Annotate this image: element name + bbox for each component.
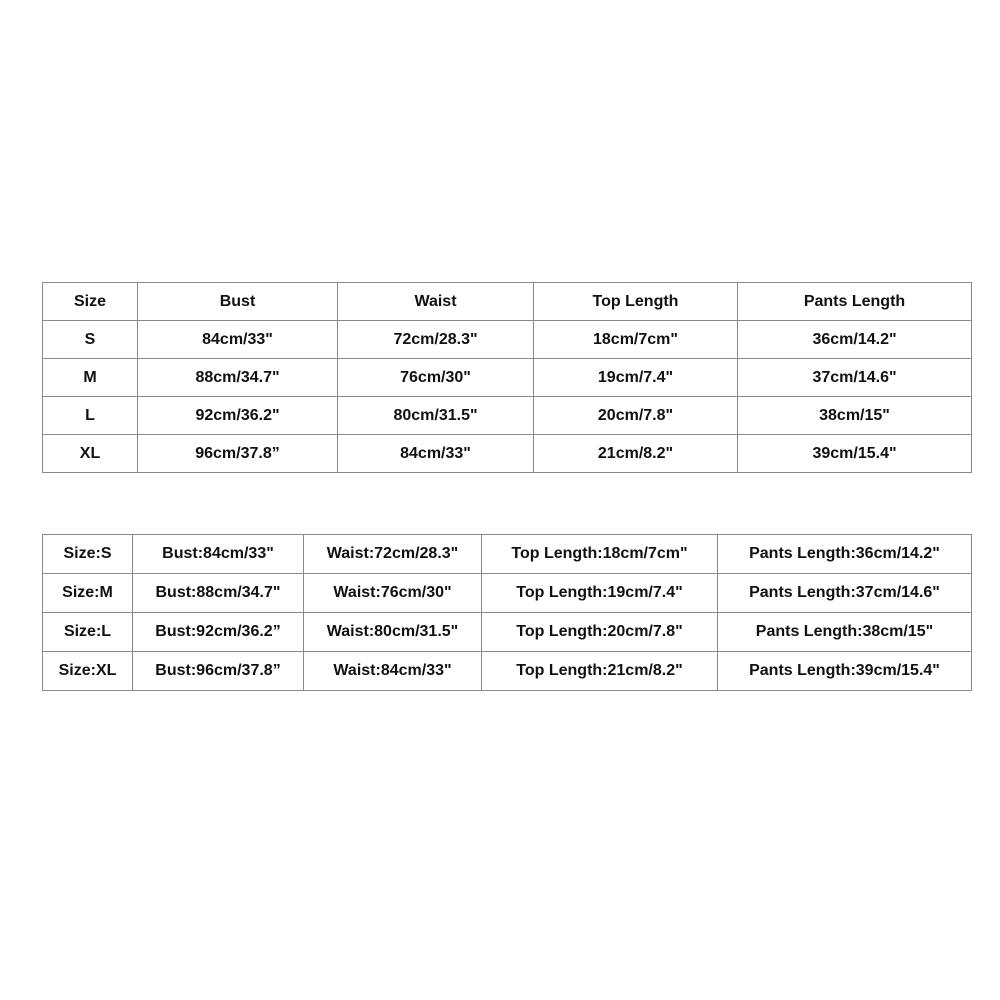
table-cell: Bust:92cm/36.2” xyxy=(133,613,304,652)
header-pants-length: Pants Length xyxy=(738,283,972,321)
table-cell: Pants Length:38cm/15" xyxy=(718,613,972,652)
table-cell: Top Length:19cm/7.4" xyxy=(482,574,718,613)
table-cell: 18cm/7cm" xyxy=(534,321,738,359)
table-row xyxy=(43,535,972,574)
table-cell: L xyxy=(43,397,138,435)
table-cell: XL xyxy=(43,435,138,473)
table-cell: Size:XL xyxy=(43,652,133,691)
header-size: Size xyxy=(43,283,138,321)
table-cell: Bust:88cm/34.7" xyxy=(133,574,304,613)
table-row xyxy=(43,359,972,397)
header-bust: Bust xyxy=(138,283,338,321)
table-cell: Pants Length:39cm/15.4" xyxy=(718,652,972,691)
table-cell: S xyxy=(43,321,138,359)
table-cell: 38cm/15" xyxy=(738,397,972,435)
table-cell: Top Length:18cm/7cm" xyxy=(482,535,718,574)
table-cell: Top Length:21cm/8.2" xyxy=(482,652,718,691)
table-header-row xyxy=(43,283,972,321)
table-cell: 84cm/33" xyxy=(338,435,534,473)
table-cell: Top Length:20cm/7.8" xyxy=(482,613,718,652)
table-cell: 36cm/14.2" xyxy=(738,321,972,359)
table-cell: Pants Length:36cm/14.2" xyxy=(718,535,972,574)
table-cell: Waist:72cm/28.3" xyxy=(304,535,482,574)
header-top-length: Top Length xyxy=(534,283,738,321)
table-cell: 76cm/30" xyxy=(338,359,534,397)
table-cell: 84cm/33" xyxy=(138,321,338,359)
table-row xyxy=(43,652,972,691)
table-row xyxy=(43,321,972,359)
table-cell: M xyxy=(43,359,138,397)
table-cell: 96cm/37.8” xyxy=(138,435,338,473)
header-waist: Waist xyxy=(338,283,534,321)
size-chart-inline-table xyxy=(42,534,972,691)
table-row xyxy=(43,435,972,473)
table-cell: 21cm/8.2" xyxy=(534,435,738,473)
table-cell: Pants Length:37cm/14.6" xyxy=(718,574,972,613)
table-cell: Waist:76cm/30" xyxy=(304,574,482,613)
table-cell: 72cm/28.3" xyxy=(338,321,534,359)
table-cell: Waist:84cm/33" xyxy=(304,652,482,691)
table-row xyxy=(43,397,972,435)
table-cell: 19cm/7.4" xyxy=(534,359,738,397)
table-cell: 80cm/31.5" xyxy=(338,397,534,435)
table-cell: 88cm/34.7" xyxy=(138,359,338,397)
table-cell: Bust:84cm/33" xyxy=(133,535,304,574)
size-chart-table xyxy=(42,282,972,473)
table-cell: 92cm/36.2" xyxy=(138,397,338,435)
table-cell: 20cm/7.8" xyxy=(534,397,738,435)
table-cell: Bust:96cm/37.8” xyxy=(133,652,304,691)
table-cell: Size:M xyxy=(43,574,133,613)
table-row xyxy=(43,613,972,652)
table-row xyxy=(43,574,972,613)
table-cell: Waist:80cm/31.5" xyxy=(304,613,482,652)
table-cell: Size:S xyxy=(43,535,133,574)
table-cell: 37cm/14.6" xyxy=(738,359,972,397)
table-cell: Size:L xyxy=(43,613,133,652)
table-cell: 39cm/15.4" xyxy=(738,435,972,473)
